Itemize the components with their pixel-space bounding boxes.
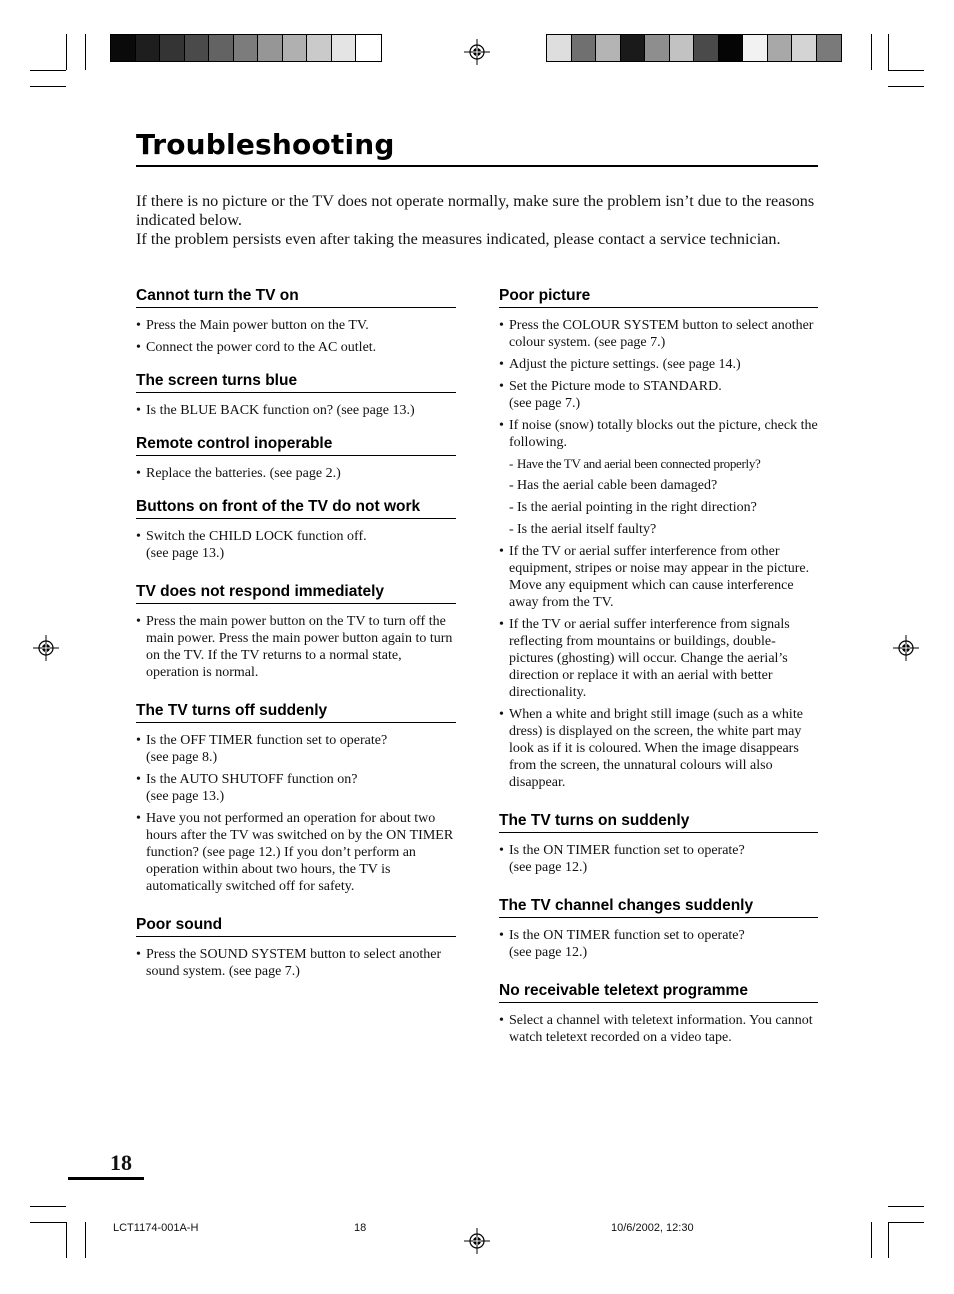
section-heading: No receivable teletext programme: [499, 981, 818, 1003]
color-swatch: [547, 35, 572, 61]
section-heading: The TV channel changes suddenly: [499, 896, 818, 918]
color-swatch: [258, 35, 283, 61]
section-heading: Remote control inoperable: [136, 434, 456, 456]
crop-mark-bl-v: [66, 1222, 67, 1258]
title-divider: [136, 165, 818, 167]
color-swatch: [307, 35, 332, 61]
list-item-text: Set the Picture mode to STANDARD.: [509, 379, 722, 394]
color-swatch: [332, 35, 357, 61]
color-swatch: [694, 35, 719, 61]
color-swatch: [136, 35, 161, 61]
section-screen-blue: [136, 371, 456, 419]
list-item: [499, 927, 818, 961]
page-title: Troubleshooting: [136, 128, 395, 161]
swatch-bar-right: [546, 34, 842, 62]
sub-list-item: - Is the aerial itself faulty?: [509, 521, 818, 538]
section-heading: The TV turns on suddenly: [499, 811, 818, 833]
section-heading: Poor picture: [499, 286, 818, 308]
section-front-buttons: [136, 497, 456, 562]
section-heading: The TV turns off suddenly: [136, 701, 456, 723]
list-item-text: Is the ON TIMER function set to operate?: [509, 928, 745, 943]
crop-mark-br-v2: [888, 1222, 889, 1258]
right-column: [499, 286, 818, 1051]
color-swatch: [234, 35, 259, 61]
list-item: [499, 378, 818, 412]
crop-mark-bl-h2: [30, 1222, 66, 1223]
section-no-teletext: [499, 981, 818, 1046]
crop-mark-bl-h: [30, 1206, 66, 1207]
section-poor-sound: [136, 915, 456, 980]
registration-mark-icon: [893, 635, 919, 661]
crop-mark-tl-h: [30, 70, 66, 71]
section-heading: Cannot turn the TV on: [136, 286, 456, 308]
section-turns-on: [499, 811, 818, 876]
color-swatch: [209, 35, 234, 61]
section-not-respond: [136, 582, 456, 681]
list-item: • When a white and bright still image (such as a white dress) is displayed on the screen, the white part may look as if it is coloured. When the image disappears from the screen, the unnatural colours will also disappear.: [499, 706, 818, 791]
list-item-text: Is the OFF TIMER function set to operate?: [146, 733, 388, 748]
section-heading: TV does not respond immediately: [136, 582, 456, 604]
intro-text: [136, 192, 820, 249]
registration-mark-icon: [33, 635, 59, 661]
color-swatch: [817, 35, 842, 61]
color-swatch: [743, 35, 768, 61]
color-swatch: [185, 35, 210, 61]
intro-paragraph: If the problem persists even after taking the measures indicated, please contact a service technician.: [136, 230, 781, 248]
list-item: • Have you not performed an operation for about two hours after the TV was switched on by the ON TIMER function? (see page 12.) If you don’t perform an operation within about two hours, the TV is automatically switched off for safety.: [136, 810, 456, 895]
list-item: [499, 842, 818, 876]
footer-page: 18: [354, 1222, 367, 1234]
color-swatch: [670, 35, 695, 61]
list-item: [136, 771, 456, 805]
list-item-text: (see page 13.): [146, 546, 225, 561]
list-item: • Connect the power cord to the AC outlet.: [136, 339, 456, 356]
crop-mark-tr-v2: [888, 34, 889, 70]
color-swatch: [356, 35, 381, 61]
list-item: • If the TV or aerial suffer interference from other equipment, stripes or noise may appear in the picture. Move any equipment which can cause interference away from the TV.: [499, 543, 818, 611]
crop-mark-tl-v2: [85, 34, 86, 70]
list-item-text: Is the ON TIMER function set to operate?: [509, 843, 745, 858]
list-item-text: (see page 12.): [509, 945, 588, 960]
crop-mark-br-h2: [888, 1222, 924, 1223]
list-item-text: (see page 8.): [146, 750, 218, 765]
crop-mark-tr-h: [888, 70, 924, 71]
section-remote-inoperable: [136, 434, 456, 482]
crop-mark-tl-v: [66, 34, 67, 70]
section-channel-changes: [499, 896, 818, 961]
list-item: • Select a channel with teletext information. You cannot watch teletext recorded on a video tape.: [499, 1012, 818, 1046]
list-item-text: (see page 12.): [509, 860, 588, 875]
list-item: • Press the COLOUR SYSTEM button to select another colour system. (see page 7.): [499, 317, 818, 351]
crop-mark-br-h: [888, 1206, 924, 1207]
list-item-text: Switch the CHILD LOCK function off.: [146, 529, 367, 544]
sub-list-item: - Has the aerial cable been damaged?: [509, 477, 818, 494]
section-heading: The screen turns blue: [136, 371, 456, 393]
list-item-text: (see page 7.): [509, 396, 581, 411]
list-item-text: (see page 13.): [146, 789, 225, 804]
intro-paragraph: If there is no picture or the TV does not operate normally, make sure the problem isn’t due to the reasons indicated below.: [136, 192, 815, 229]
section-heading: Buttons on front of the TV do not work: [136, 497, 456, 519]
color-swatch: [283, 35, 308, 61]
color-swatch: [719, 35, 744, 61]
section-cannot-turn-on: [136, 286, 456, 356]
footer-code: LCT1174-001A-H: [113, 1222, 199, 1234]
list-item: • Is the BLUE BACK function on? (see page 13.): [136, 402, 456, 419]
sub-list-item: - Have the TV and aerial been connected properly?: [509, 455, 818, 472]
list-item: • Press the main power button on the TV to turn off the main power. Press the main power button again to turn on the TV. If the TV returns to a normal state, operation is normal.: [136, 613, 456, 681]
list-item: • Adjust the picture settings. (see page 14.): [499, 356, 818, 373]
color-swatch: [160, 35, 185, 61]
crop-mark-bl-v2: [85, 1222, 86, 1258]
color-swatch: [645, 35, 670, 61]
color-swatch: [596, 35, 621, 61]
color-swatch: [111, 35, 136, 61]
list-item: • Press the SOUND SYSTEM button to select another sound system. (see page 7.): [136, 946, 456, 980]
crop-mark-br-v: [871, 1222, 872, 1258]
crop-mark-tr-h2: [888, 86, 924, 87]
list-item: • If the TV or aerial suffer interference from signals reflecting from mountains or buildings, double-pictures (ghosting) will occur. Change the aerial’s direction or replace it with an aerial with better directionality.: [499, 616, 818, 701]
list-item: • Press the Main power button on the TV.: [136, 317, 456, 334]
list-item: [136, 732, 456, 766]
list-item-text: Is the AUTO SHUTOFF function on?: [146, 772, 358, 787]
left-column: [136, 286, 456, 985]
color-swatch: [572, 35, 597, 61]
footer-date: 10/6/2002, 12:30: [611, 1222, 694, 1234]
registration-mark-icon: [464, 1228, 490, 1254]
page-number: 18: [110, 1150, 132, 1175]
color-swatch: [768, 35, 793, 61]
page-number-rule: [68, 1177, 144, 1180]
list-item: [136, 528, 456, 562]
crop-mark-tl-h2: [30, 86, 66, 87]
crop-mark-tr-v: [871, 34, 872, 70]
color-swatch: [621, 35, 646, 61]
section-poor-picture: [499, 286, 818, 791]
list-item: • If noise (snow) totally blocks out the picture, check the following.: [499, 417, 818, 451]
list-item: • Replace the batteries. (see page 2.): [136, 465, 456, 482]
swatch-bar-left: [110, 34, 382, 62]
color-swatch: [792, 35, 817, 61]
sub-list-item: - Is the aerial pointing in the right direction?: [509, 499, 818, 516]
section-turns-off: [136, 701, 456, 895]
registration-mark-icon: [464, 39, 490, 65]
section-heading: Poor sound: [136, 915, 456, 937]
